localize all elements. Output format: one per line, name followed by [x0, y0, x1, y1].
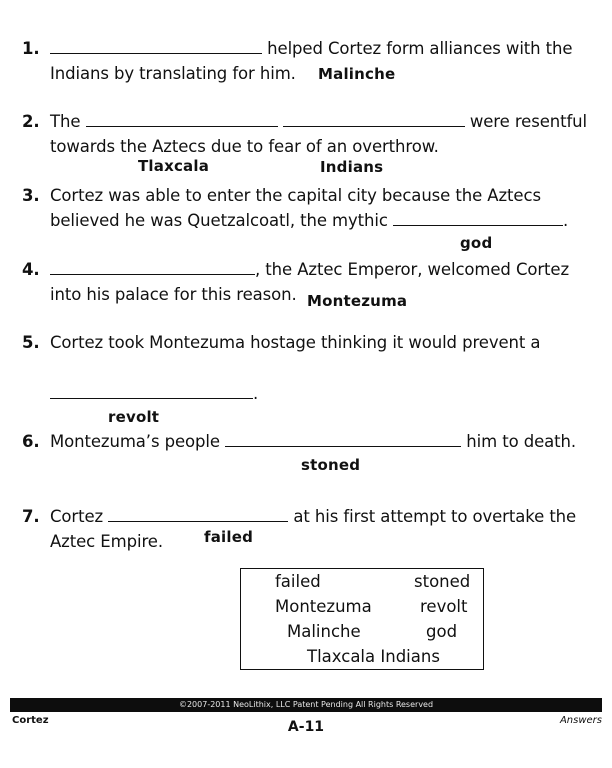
footer-topic: Cortez — [12, 715, 49, 726]
question-text: at his first attempt to overtake the — [293, 507, 577, 526]
question-text: into his palace for this reason. — [50, 285, 297, 304]
question-text: The — [50, 112, 81, 131]
copyright-bar: ©2007-2011 NeoLithix, LLC Patent Pending All Rights Reserved — [10, 698, 602, 712]
question-text: . — [253, 384, 259, 403]
question-text: Aztec Empire. — [50, 532, 163, 551]
answer-text: revolt — [108, 408, 160, 426]
footer-label: Answers — [559, 715, 602, 726]
question-number: 3. — [22, 186, 40, 205]
word-bank-item: Montezuma — [275, 597, 372, 616]
word-bank-item: Tlaxcala Indians — [307, 647, 440, 666]
question-text: Montezuma’s people — [50, 432, 220, 451]
question-number: 1. — [22, 39, 40, 58]
question-5-blank-line — [22, 381, 594, 406]
word-bank-item: failed — [275, 572, 321, 591]
question-6 — [22, 429, 594, 454]
answer-blank — [86, 109, 278, 127]
answer-blank — [393, 208, 563, 226]
answer-blank — [283, 109, 465, 127]
question-2 — [22, 109, 594, 159]
question-number: 4. — [22, 260, 40, 279]
question-text: Cortez — [50, 507, 104, 526]
answer-text: Indians — [320, 158, 384, 176]
question-number: 7. — [22, 507, 40, 526]
answer-text: failed — [204, 528, 254, 546]
answer-blank — [50, 257, 255, 275]
answer-text: god — [460, 234, 493, 252]
question-7 — [22, 504, 594, 554]
question-text: helped Cortez form alliances with the — [267, 39, 573, 58]
word-bank — [240, 568, 484, 670]
question-text: Cortez was able to enter the capital city because the Aztecs — [50, 186, 541, 205]
question-text: him to death. — [466, 432, 577, 451]
question-text: towards the Aztecs due to fear of an overthrow. — [50, 137, 439, 156]
question-1 — [22, 36, 594, 86]
word-bank-item: god — [426, 622, 458, 641]
answer-blank — [108, 504, 288, 522]
answer-blank — [50, 381, 253, 399]
question-text: , the Aztec Emperor, welcomed Cortez — [255, 260, 570, 279]
word-bank-item: stoned — [414, 572, 471, 591]
question-number: 5. — [22, 333, 40, 352]
question-5 — [22, 330, 594, 355]
question-text: believed he was Quetzalcoatl, the mythic — [50, 211, 388, 230]
word-bank-item: Malinche — [287, 622, 361, 641]
word-bank-item: revolt — [420, 597, 468, 616]
question-text: were resentful — [469, 112, 588, 131]
question-number: 6. — [22, 432, 40, 451]
question-3 — [22, 183, 594, 233]
answer-text: Malinche — [318, 65, 396, 83]
question-text: Cortez took Montezuma hostage thinking it would prevent a — [50, 333, 541, 352]
answer-text: Tlaxcala — [138, 157, 210, 175]
answer-text: stoned — [301, 456, 361, 474]
answer-text: Montezuma — [307, 292, 408, 310]
page-number: A-11 — [287, 719, 325, 735]
question-number: 2. — [22, 112, 40, 131]
answer-blank — [50, 36, 262, 54]
answer-blank — [225, 429, 461, 447]
question-text: . — [563, 211, 569, 230]
question-text: Indians by translating for him. — [50, 64, 296, 83]
